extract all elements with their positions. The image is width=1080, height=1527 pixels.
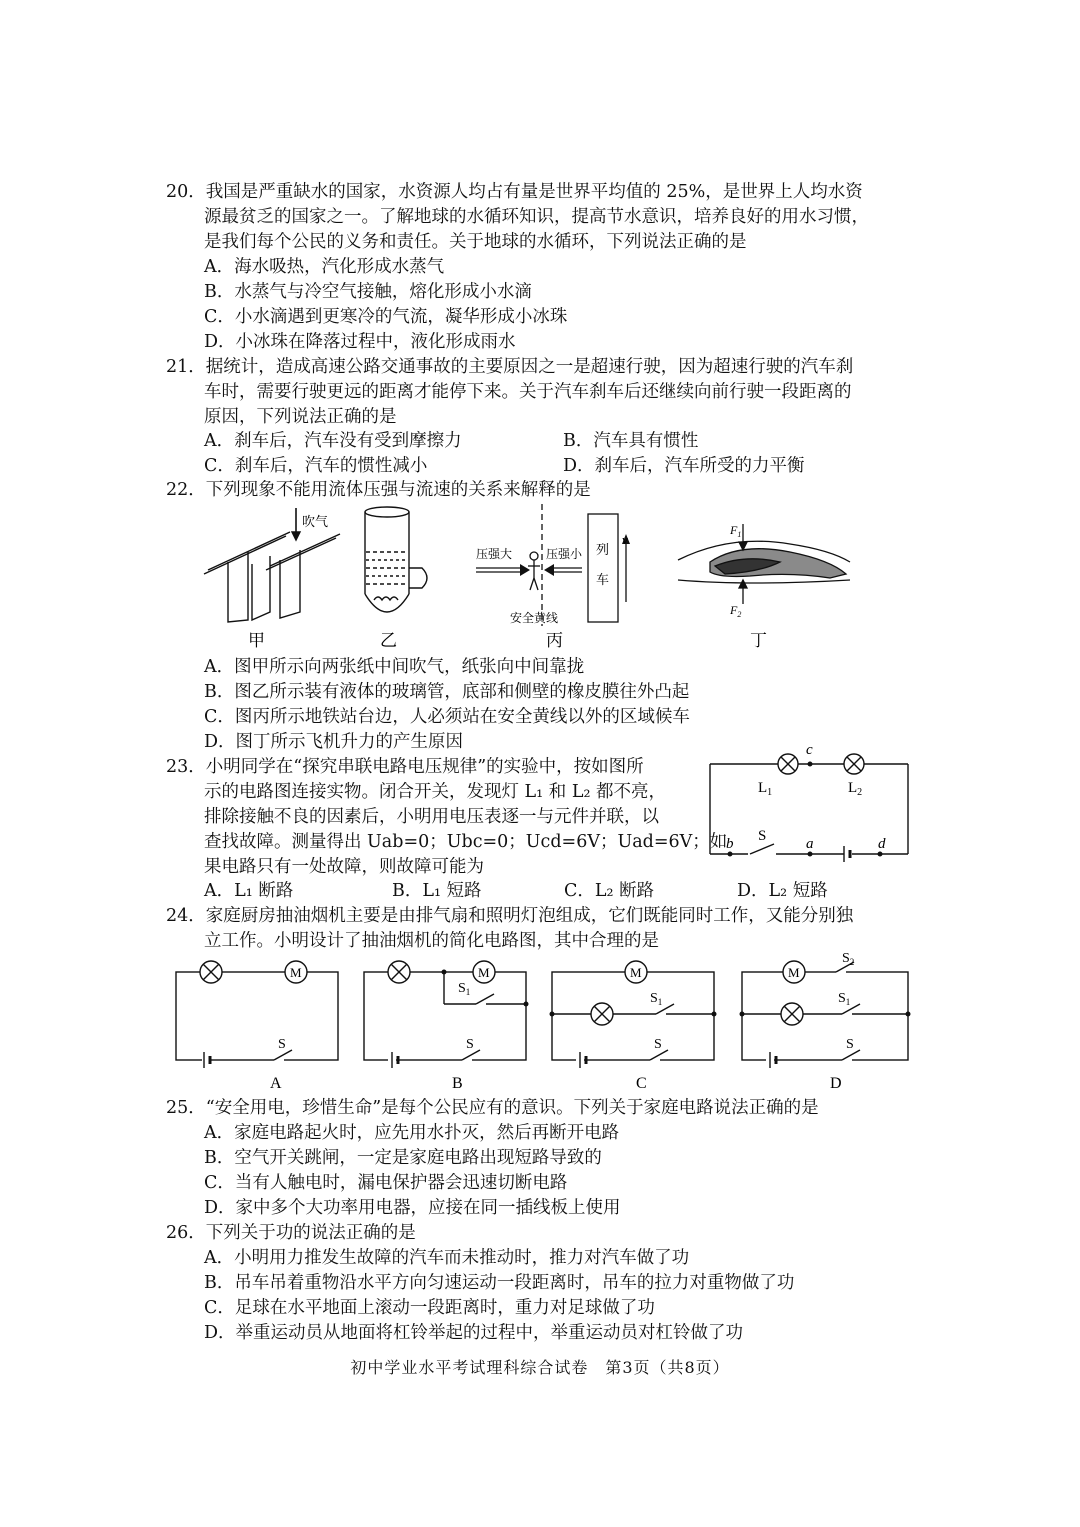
q21-option-b: B．汽车具有惯性 [563, 431, 699, 451]
q26-stem-line1: 26．下列关于功的说法正确的是 [166, 1223, 416, 1243]
q25-option-d: D．家中多个大功率用电器，应接在同一插线板上使用 [204, 1198, 621, 1218]
q26-option-b: B．吊车吊着重物沿水平方向匀速运动一段距离时，吊车的拉力对重物做了功 [204, 1273, 795, 1293]
q26-option-a: A．小明用力推发生故障的汽车而未推动时，推力对汽车做了功 [204, 1248, 690, 1268]
motor-d-label: M [788, 965, 800, 980]
q22-option-a: A．图甲所示向两张纸中间吹气，纸张向中间靠拢 [204, 657, 585, 677]
velocity-label: v [622, 532, 628, 547]
switch-d-s1-label: $S_1$ [838, 991, 851, 1007]
node-a [808, 852, 813, 857]
q22-stem-line1: 22．下列现象不能用流体压强与流速的关系来解释的是 [166, 480, 591, 500]
figure-ding-label: 丁 [750, 631, 767, 650]
q25-option-c: C．当有人触电时，漏电保护器会迅速切断电路 [204, 1173, 568, 1193]
q25-stem-line1: 25．“安全用电，珍惜生命”是每个公民应有的意识。下列关于家庭电路说法正确的是 [166, 1098, 819, 1118]
circuit-a-label: A [270, 1075, 282, 1092]
train-label-1: 列 [596, 542, 610, 557]
q21-stem-line2: 车时，需要行驶更远的距离才能停下来。关于汽车刹车后还继续向前行驶一段距离的 [204, 382, 852, 402]
q23-option-d: D．L₂ 短路 [737, 881, 828, 901]
q20-stem-line3: 是我们每个公民的义务和责任。关于地球的水循环，下列说法正确的是 [204, 232, 747, 252]
q25-option-b: B．空气开关跳闸，一定是家庭电路出现短路导致的 [204, 1148, 602, 1168]
label-c: c [806, 742, 813, 758]
switch-c-label: S [654, 1037, 662, 1052]
label-d: d [878, 836, 886, 852]
q20-stem-line2: 源最贫乏的国家之一。了解地球的水循环知识，提高节水意识，培养良好的用水习惯， [204, 207, 869, 227]
force-f2-label: $F_2$ [730, 603, 742, 619]
blow-label: 吹气 [302, 514, 329, 529]
pressure-small-label: 压强小 [546, 547, 583, 561]
q23-option-b: B．L₁ 短路 [392, 881, 482, 901]
q23-stem-line5: 果电路只有一处故障，则故障可能为 [204, 857, 484, 877]
node-b [728, 852, 733, 857]
label-b: b [726, 836, 734, 852]
q21-option-a: A．刹车后，汽车没有受到摩擦力 [204, 431, 462, 451]
q20-stem-line1: 20．我国是严重缺水的国家，水资源人均占有量是世界平均值的 25%，是世界上人均水资 [166, 182, 863, 202]
q23-option-c: C．L₂ 断路 [564, 881, 655, 901]
pressure-big-label: 压强大 [476, 547, 513, 561]
switch-a-label: S [278, 1037, 286, 1052]
motor-c-label: M [630, 965, 642, 980]
q26-option-c: C．足球在水平地面上滚动一段距离时，重力对足球做了功 [204, 1298, 655, 1318]
figure-yi-label: 乙 [380, 631, 397, 650]
motor-a-label: M [290, 965, 302, 980]
q25-option-a: A．家庭电路起火时，应先用水扑灭，然后再断开电路 [204, 1123, 620, 1143]
q23-stem-line2: 示的电路图连接实物。闭合开关，发现灯 L₁ 和 L₂ 都不亮， [204, 782, 667, 802]
page-footer: 初中学业水平考试理科综合试卷 第3页（共8页） [350, 1358, 730, 1377]
label-a: a [806, 836, 814, 852]
q22-option-b: B．图乙所示装有液体的玻璃管，底部和侧壁的橡皮膜往外凸起 [204, 682, 690, 702]
q20-option-d: D．小冰珠在降落过程中，液化形成雨水 [204, 332, 516, 352]
label-l1: $L_1$ [758, 780, 773, 798]
circuit-b-label: B [452, 1075, 463, 1092]
q24-stem-line2: 立工作。小明设计了抽油烟机的简化电路图，其中合理的是 [204, 931, 659, 951]
switch-b-s1-label: $S_1$ [458, 981, 471, 997]
node-c [808, 762, 813, 767]
train-label-2: 车 [596, 572, 610, 587]
q22-figures [190, 502, 870, 652]
q21-stem-line3: 原因，下列说法正确的是 [204, 407, 397, 427]
q23-stem-line4: 查找故障。测量得出 Uab=0；Ubc=0；Ucd=6V；Uad=6V；如 [204, 832, 728, 852]
q23-stem-line3: 排除接触不良的因素后，小明用电压表逐一与元件并联，以 [204, 807, 659, 827]
q21-stem-line1: 21．据统计，造成高速公路交通事故的主要原因之一是超速行驶，因为超速行驶的汽车刹 [166, 357, 854, 377]
figure-yi-glass-tube [365, 507, 427, 612]
q23-option-a: A．L₁ 断路 [204, 881, 294, 901]
q24-circuit-options [166, 952, 926, 1094]
safety-line-label: 安全黄线 [510, 611, 559, 625]
motor-b-label: M [478, 965, 490, 980]
label-l2: $L_2$ [848, 780, 863, 798]
force-f1-label: $F_1$ [730, 523, 742, 539]
label-s: S [758, 828, 767, 844]
figure-bing-platform [476, 504, 630, 626]
q20-option-b: B．水蒸气与冷空气接触，熔化形成小水滴 [204, 282, 532, 302]
q20-option-c: C．小水滴遇到更寒冷的气流，凝华形成小冰珠 [204, 307, 568, 327]
q26-option-d: D．举重运动员从地面将杠铃举起的过程中，举重运动员对杠铃做了功 [204, 1323, 744, 1343]
figure-ding-wing [678, 524, 850, 604]
figure-jia-label: 甲 [248, 631, 265, 650]
figure-bing-label: 丙 [546, 631, 563, 650]
switch-d-label: S [846, 1037, 854, 1052]
q21-option-d: D．刹车后，汽车所受的力平衡 [563, 456, 805, 476]
switch-b-label: S [466, 1037, 474, 1052]
circuit-d-label: D [830, 1075, 842, 1092]
q23-circuit-diagram [700, 742, 920, 862]
q22-option-c: C．图丙所示地铁站台边，人必须站在安全黄线以外的区域候车 [204, 707, 690, 727]
circuit-c-label: C [636, 1075, 647, 1092]
q23-stem-line1: 23．小明同学在“探究串联电路电压规律”的实验中，按如图所 [166, 757, 644, 777]
switch-c-s1-label: $S_1$ [650, 991, 663, 1007]
q24-stem-line1: 24．家庭厨房抽油烟机主要是由排气扇和照明灯泡组成，它们既能同时工作，又能分别独 [166, 906, 854, 926]
q20-option-a: A．海水吸热，汽化形成水蒸气 [204, 257, 445, 277]
q21-option-c: C．刹车后，汽车的惯性减小 [204, 456, 428, 476]
switch-d-s2-label: $S_2$ [842, 952, 855, 967]
q22-option-d: D．图丁所示飞机升力的产生原因 [204, 732, 464, 752]
node-d [878, 852, 883, 857]
